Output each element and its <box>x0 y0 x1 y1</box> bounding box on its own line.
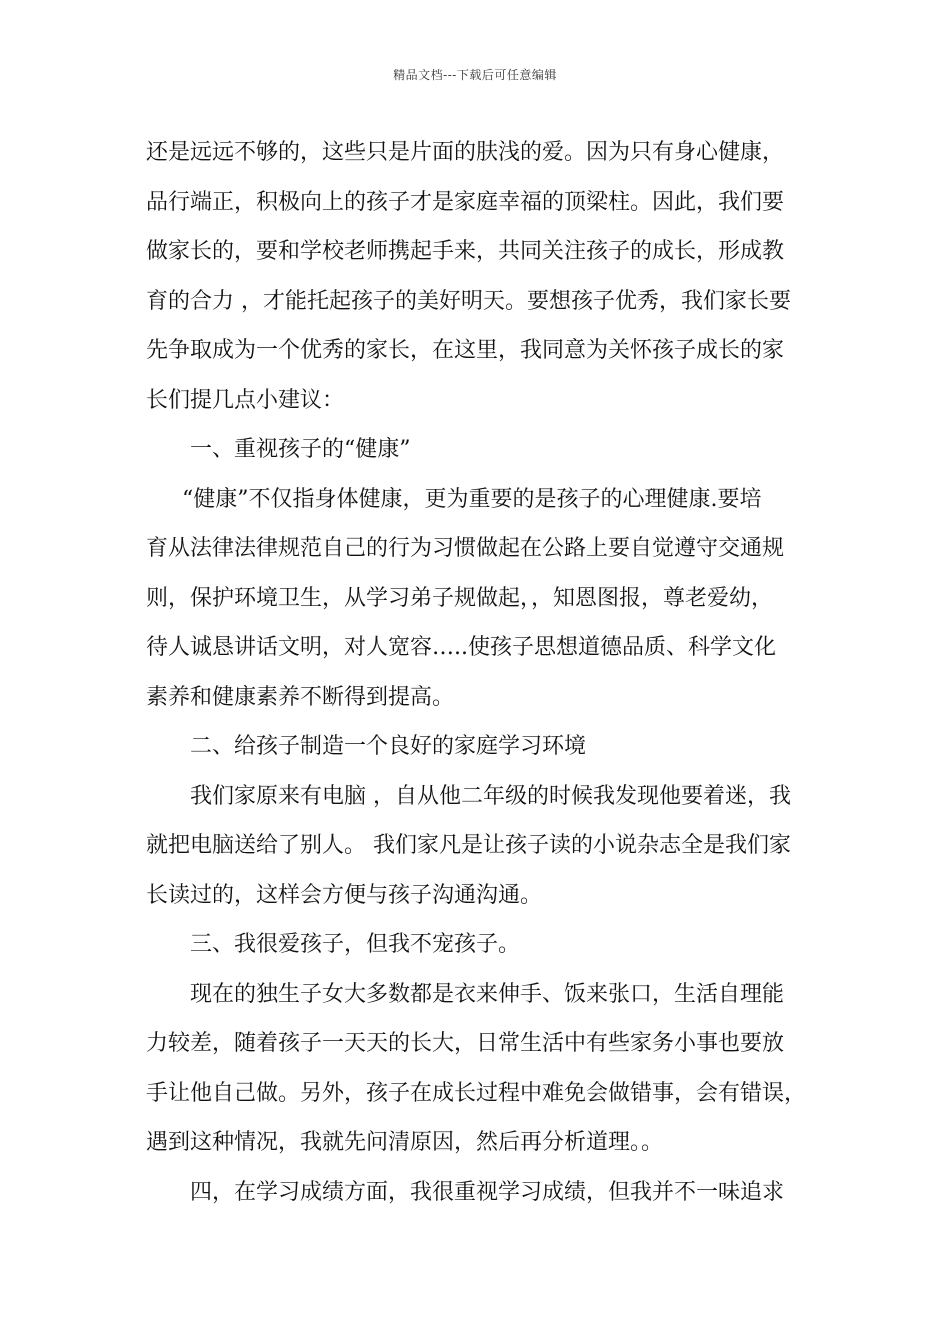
text-line: 育的合力 ，才能托起孩子的美好明天。要想孩子优秀，我们家长要 <box>146 288 791 314</box>
text-line: 待人诚恳讲话文明，对人宽容…..使孩子思想道德品质、科学文化 <box>146 635 776 660</box>
text-line: 则，保护环境卫生，从学习弟子规做起，，知恩图报，尊老爱幼， <box>146 585 774 611</box>
text-line: 先争取成为一个优秀的家长，在这里，我同意为关怀孩子成长的家 <box>146 338 785 363</box>
text-line: 育从法律法律规范自己的行为习惯做起在公路上要自觉遵守交通规 <box>146 536 785 561</box>
text-line: 就把电脑送给了别人。 我们家凡是让孩子读的小说杂志全是我们家 <box>146 833 791 858</box>
text-line: 力较差，随着孩子一天天的长大，日常生活中有些家务小事也要放 <box>146 1031 785 1056</box>
text-line: 长们提几点小建议： <box>146 387 345 413</box>
text-line: 还是远远不够的，这些只是片面的肤浅的爱。因为只有身心健康， <box>146 140 785 165</box>
text-line: 素养和健康素养不断得到提高。 <box>146 684 455 710</box>
text-line: 手让他自己做。另外，孩子在成长过程中难免会做错事，会有错误， <box>146 1080 807 1106</box>
section-heading: 四，在学习成绩方面，我很重视学习成绩，但我并不一味追求 <box>190 1179 785 1205</box>
page-header: 精品文档---下载后可任意编辑 <box>393 68 557 82</box>
document-body <box>146 128 836 1217</box>
section-heading: 二、给孩子制造一个良好的家庭学习环境 <box>190 734 587 759</box>
section-heading: 一、重视孩子的“健康” <box>190 437 411 462</box>
text-line: 我们家原来有电脑 ，自从他二年级的时候我发现他要着迷，我 <box>190 783 791 809</box>
section-heading: 三、我很爱孩子，但我不宠孩子。 <box>190 932 521 957</box>
text-line: 现在的独生子女大多数都是衣来伸手、饭来张口，生活自理能 <box>190 981 785 1007</box>
text-line: 长读过的，这样会方便与孩子沟通沟通。 <box>146 882 543 908</box>
text-line: 品行端正，积极向上的孩子才是家庭幸福的顶梁柱。因此，我们要 <box>146 189 785 215</box>
text-line: 做家长的，要和学校老师携起手来，共同关注孩子的成长，形成教 <box>146 239 785 264</box>
text-line: “健康”不仅指身体健康，更为重要的是孩子的心理健康.要培 <box>182 486 762 512</box>
text-line: 遇到这种情况，我就先问清原因，然后再分析道理。。 <box>146 1130 664 1155</box>
